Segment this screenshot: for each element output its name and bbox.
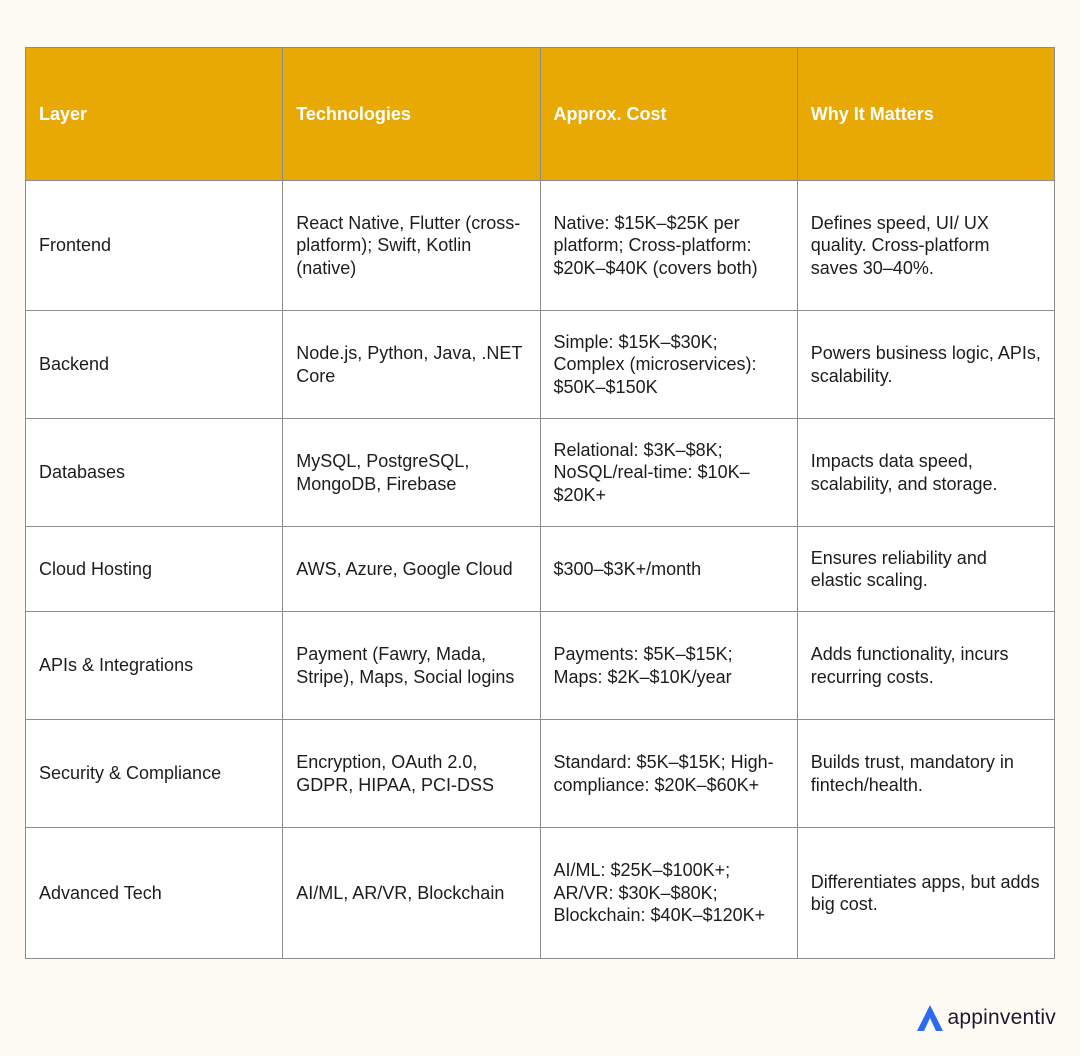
cell-cost: Native: $15K–$25K per platform; Cross-platform: $20K–$40K (covers both) [540, 181, 797, 311]
cell-cost: Simple: $15K–$30K; Complex (microservices): $50K–$150K [540, 311, 797, 419]
cell-cost: Standard: $5K–$15K; High-compliance: $20K–$60K+ [540, 720, 797, 828]
header-row [26, 48, 1055, 181]
cell-cost: Payments: $5K–$15K; Maps: $2K–$10K/year [540, 612, 797, 720]
cell-technologies: MySQL, PostgreSQL, MongoDB, Firebase [283, 419, 540, 527]
header-technologies: Technologies [283, 48, 540, 181]
header-why-it-matters: Why It Matters [797, 48, 1054, 181]
cell-layer: Advanced Tech [26, 828, 283, 959]
cell-technologies: Node.js, Python, Java, .NET Core [283, 311, 540, 419]
table-row [26, 419, 1055, 527]
cell-technologies: React Native, Flutter (cross-platform); Swift, Kotlin (native) [283, 181, 540, 311]
table-row [26, 311, 1055, 419]
cell-technologies: Payment (Fawry, Mada, Stripe), Maps, Social logins [283, 612, 540, 720]
tech-stack-table [25, 47, 1055, 959]
cell-why: Adds functionality, incurs recurring costs. [797, 612, 1054, 720]
cell-cost: Relational: $3K–$8K; NoSQL/real-time: $10K–$20K+ [540, 419, 797, 527]
cell-why: Builds trust, mandatory in fintech/health. [797, 720, 1054, 828]
table-row [26, 828, 1055, 959]
table-row [26, 720, 1055, 828]
table-row [26, 527, 1055, 612]
appinventiv-logo [916, 1003, 1056, 1033]
cell-why: Ensures reliability and elastic scaling. [797, 527, 1054, 612]
cell-cost: $300–$3K+/month [540, 527, 797, 612]
cell-layer: Frontend [26, 181, 283, 311]
appinventiv-a-icon [916, 1003, 944, 1033]
table-row [26, 612, 1055, 720]
cell-why: Defines speed, UI/ UX quality. Cross-platform saves 30–40%. [797, 181, 1054, 311]
cell-cost: AI/ML: $25K–$100K+; AR/VR: $30K–$80K; Blockchain: $40K–$120K+ [540, 828, 797, 959]
header-approx-cost: Approx. Cost [540, 48, 797, 181]
brand-name: appinventiv [947, 1006, 1056, 1029]
cell-layer: Backend [26, 311, 283, 419]
cell-why: Powers business logic, APIs, scalability. [797, 311, 1054, 419]
header-layer: Layer [26, 48, 283, 181]
cell-technologies: Encryption, OAuth 2.0, GDPR, HIPAA, PCI-DSS [283, 720, 540, 828]
table-row [26, 181, 1055, 311]
cell-why: Differentiates apps, but adds big cost. [797, 828, 1054, 959]
cell-why: Impacts data speed, scalability, and storage. [797, 419, 1054, 527]
cell-layer: Cloud Hosting [26, 527, 283, 612]
cell-technologies: AI/ML, AR/VR, Blockchain [283, 828, 540, 959]
cell-layer: Databases [26, 419, 283, 527]
cell-technologies: AWS, Azure, Google Cloud [283, 527, 540, 612]
cell-layer: APIs & Integrations [26, 612, 283, 720]
cell-layer: Security & Compliance [26, 720, 283, 828]
